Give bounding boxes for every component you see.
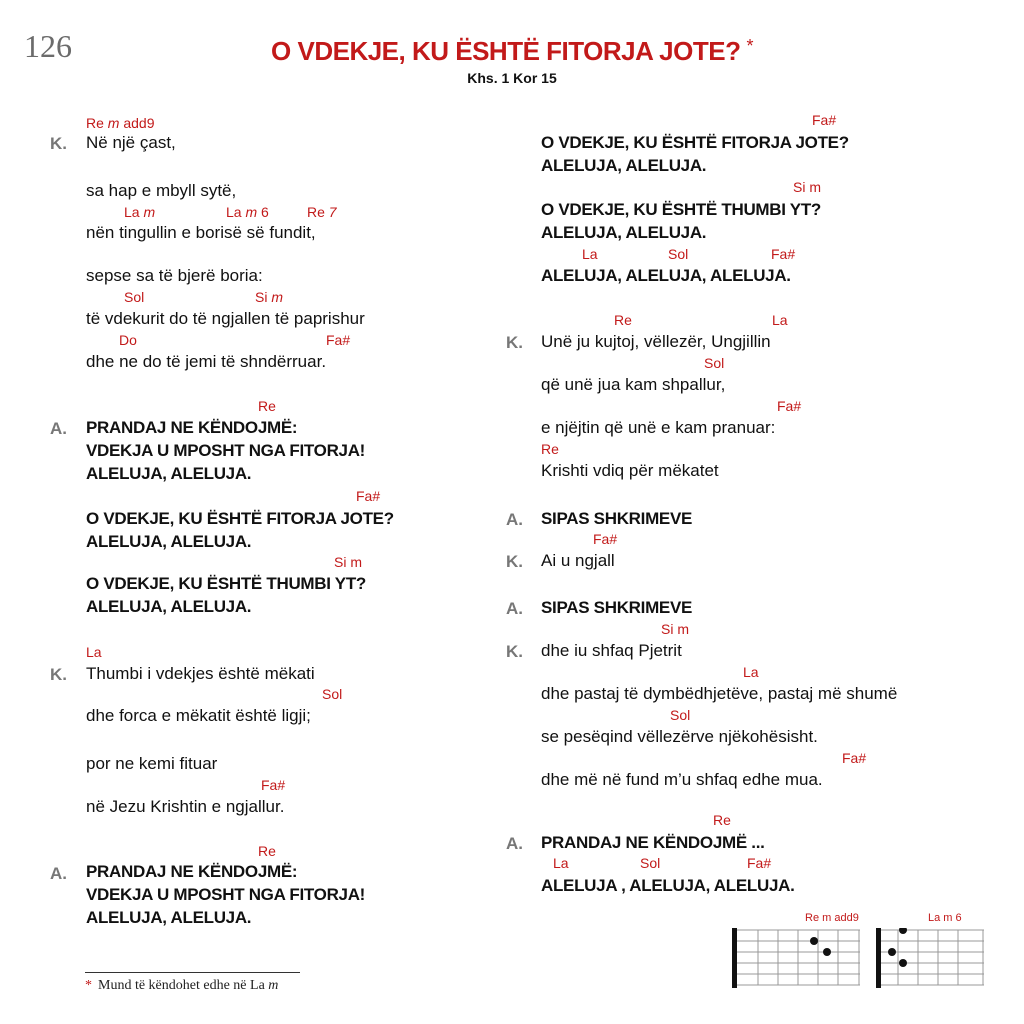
verse-label-a: A.: [50, 864, 67, 883]
verse-label-a: A.: [506, 510, 523, 529]
chord-label: Sol: [704, 355, 725, 371]
lyric-line: dhe më në fund m’u shfaq edhe mua.: [541, 770, 823, 789]
chord-diagram-label: La m 6: [928, 912, 962, 924]
lyric-line: O VDEKJE, KU ËSHTË FITORJA JOTE?: [541, 133, 849, 152]
lyric-line: dhe forca e mëkatit është ligji;: [86, 706, 311, 725]
lyric-line: ALELUJA, ALELUJA.: [86, 532, 252, 551]
lyric-line: nën tingullin e borisë së fundit,: [86, 223, 316, 242]
scripture-reference: Khs. 1 Kor 15: [467, 70, 557, 86]
verse-label-k: K.: [506, 552, 523, 571]
lyric-line: ALELUJA, ALELUJA.: [86, 597, 252, 616]
footnote-rule: [85, 972, 300, 973]
chord-label: La m: [124, 204, 156, 220]
chord-label: Si m: [661, 621, 689, 637]
lyric-line: ALELUJA, ALELUJA.: [541, 223, 707, 242]
footnote: [85, 978, 278, 994]
lyric-line: O VDEKJE, KU ËSHTË FITORJA JOTE?: [86, 509, 394, 528]
verse-label-k: K.: [506, 333, 523, 352]
chord-label: La: [582, 246, 598, 262]
footnote-italic: m: [268, 978, 279, 993]
lyric-line: PRANDAJ NE KËNDOJMË:: [86, 418, 298, 437]
verse-label-a: A.: [506, 599, 523, 618]
lyric-line: Thumbi i vdekjes është mëkati: [86, 664, 315, 683]
title-footnote-mark: *: [746, 36, 753, 56]
lyric-line: VDEKJA U MPOSHT NGA FITORJA!: [86, 441, 366, 460]
lyric-line: O VDEKJE, KU ËSHTË THUMBI YT?: [541, 200, 822, 219]
lyric-line: ALELUJA, ALELUJA.: [541, 156, 707, 175]
lyric-line: por ne kemi fituar: [86, 754, 218, 773]
verse-label-a: A.: [506, 834, 523, 853]
lyric-line: ALELUJA, ALELUJA.: [86, 908, 252, 927]
lyric-line: ALELUJA , ALELUJA, ALELUJA.: [541, 876, 795, 895]
verse-label-k: K.: [506, 642, 523, 661]
chord-label: Sol: [322, 686, 343, 702]
chord-label: Re: [614, 312, 632, 328]
chord-label: La m 6: [226, 204, 269, 220]
lyric-line: të vdekurit do të ngjallen të paprishur: [86, 309, 365, 328]
lyric-line: VDEKJA U MPOSHT NGA FITORJA!: [86, 885, 366, 904]
chord-diagram-la-m-6: [876, 928, 986, 988]
chord-label: Fa#: [356, 488, 381, 504]
chord-label: Sol: [668, 246, 689, 262]
chord-diagram-re-m-add9: [732, 928, 862, 988]
chord-label: Fa#: [593, 531, 618, 547]
chord-label: Fa#: [326, 332, 351, 348]
chord-label: Re: [258, 843, 276, 859]
chord-label: Si m: [793, 179, 821, 195]
fretboard-grid: [876, 928, 986, 988]
chord-label: Fa#: [777, 398, 802, 414]
chord-label: Sol: [124, 289, 145, 305]
chord-label: Fa#: [812, 112, 837, 128]
footnote-text: Mund të këndohet edhe në La: [98, 978, 269, 993]
chord-label: Re: [713, 812, 731, 828]
lyric-line: sepse sa të bjerë boria:: [86, 266, 263, 285]
chord-label: Re: [258, 398, 276, 414]
chord-label: Do: [119, 332, 137, 348]
chord-label: La: [86, 644, 102, 660]
verse-label-a: A.: [50, 419, 67, 438]
chord-label: Fa#: [771, 246, 796, 262]
page-number: 126: [24, 28, 72, 64]
chord-label: Re m add9: [86, 115, 155, 131]
chord-label: Fa#: [261, 777, 286, 793]
lyric-line: dhe iu shfaq Pjetrit: [541, 641, 682, 660]
lyric-line: sa hap e mbyll sytë,: [86, 181, 237, 200]
fretboard-grid: [732, 928, 862, 988]
chord-label: Si m: [255, 289, 284, 305]
chord-label: Re: [541, 441, 559, 457]
chord-label: Re 7: [307, 204, 337, 220]
lyric-line: SIPAS SHKRIMEVE: [541, 509, 693, 528]
chord-label: La: [553, 855, 569, 871]
lyric-line: Në një çast,: [86, 133, 176, 152]
chord-label: Sol: [640, 855, 661, 871]
song-title: [0, 36, 1024, 67]
lyric-line: Ai u ngjall: [541, 551, 615, 570]
lyric-line: që unë jua kam shpallur,: [541, 375, 726, 394]
chord-label: La: [743, 664, 759, 680]
lyric-line: PRANDAJ NE KËNDOJMË:: [86, 862, 298, 881]
lyric-line: PRANDAJ NE KËNDOJMË ...: [541, 833, 765, 852]
lyric-line: SIPAS SHKRIMEVE: [541, 598, 693, 617]
chord-label: La: [772, 312, 788, 328]
lyric-line: dhe ne do të jemi të shndërruar.: [86, 352, 327, 371]
verse-label-k: K.: [50, 134, 67, 153]
lyric-line: dhe pastaj të dymbëdhjetëve, pastaj më shumë: [541, 684, 898, 703]
lyric-line: O VDEKJE, KU ËSHTË THUMBI YT?: [86, 574, 367, 593]
lyric-line: Krishti vdiq për mëkatet: [541, 461, 719, 480]
lyric-line: ALELUJA, ALELUJA.: [86, 464, 252, 483]
lyric-line: në Jezu Krishtin e ngjallur.: [86, 797, 285, 816]
song-title-text: O VDEKJE, KU ËSHTË FITORJA JOTE?: [271, 36, 741, 66]
lyric-line: se pesëqind vëllezërve njëkohësisht.: [541, 727, 818, 746]
chord-diagram-label: Re m add9: [805, 912, 859, 924]
verse-label-k: K.: [50, 665, 67, 684]
footnote-mark: *: [85, 978, 92, 993]
lyric-line: Unë ju kujtoj, vëllezër, Ungjillin: [541, 332, 771, 351]
lyric-line: e njëjtin që unë e kam pranuar:: [541, 418, 776, 437]
lyric-line: ALELUJA, ALELUJA, ALELUJA.: [541, 266, 791, 285]
chord-label: Fa#: [747, 855, 772, 871]
chord-label: Fa#: [842, 750, 867, 766]
chord-label: Si m: [334, 554, 362, 570]
chord-label: Sol: [670, 707, 691, 723]
